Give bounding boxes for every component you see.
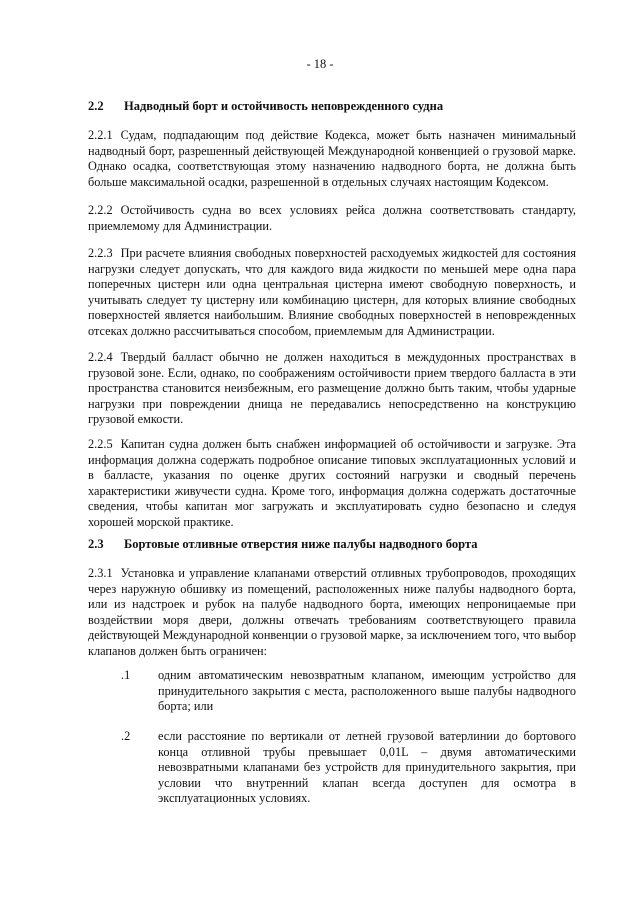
paragraph-text: Капитан судна должен быть снабжен информацией об остойчивости и загрузке. Эта информация должна содержать подробное описание типовых эксплуатационных условий и в балласте, указания по оценке других состояний нагрузки и сводный перечень характеристики живучести судна. Кроме того, информация должна содержать достаточные сведения, чтобы капитан мог загружать и эксплуатировать судно безопасно и следуя хорошей морской практике. xyxy=(88,437,576,529)
paragraph-number: 2.2.5 xyxy=(88,437,113,451)
page-number: - 18 - xyxy=(306,57,334,71)
paragraph-2-2-5 xyxy=(88,437,576,531)
paragraph-text: Остойчивость судна во всех условиях рейса должна соответствовать стандарту, приемлемому для Администрации. xyxy=(88,203,576,233)
list-item-text: если расстояние по вертикали от летней грузовой ватерлинии до бортового конца отливной трубы превышает 0,01L – двумя автоматическими невозвратными клапанами без устройств для принудительного закрытия, при условии что внутренний клапан всегда доступен для осмотра в эксплуатационных условиях. xyxy=(158,729,576,806)
paragraph-text: Судам, подпадающим под действие Кодекса, может быть назначен минимальный надводный борт, разрешенный действующей Международной конвенцией о грузовой марке. Однако осадка, соответствующая этому назначению надводного борта, не должна быть больше максимальной осадки, разрешенной в отдельных случаях настоящим Кодексом. xyxy=(88,128,576,189)
list-item-number: .2 xyxy=(121,729,131,743)
paragraph-text: При расчете влияния свободных поверхностей расходуемых жидкостей для состояния нагрузки следует допускать, что для каждого вида жидкости по меньшей мере одна пара поперечных цистерн или одна центральная цистерна имеют свободную поверхность, и учитывать следует ту цистерну или комбинацию цистерн, для которых влияние свободных поверхностей является наибольшим. Влияние свободных поверхностей в неповрежденных отсеках должно рассчитываться способом, приемлемым для Администрации. xyxy=(88,246,576,338)
paragraph-text: Установка и управление клапанами отверстий отливных трубопроводов, проходящих через наружную обшивку из помещений, расположенных ниже палубы надводного борта, или из надстроек и рубок на палубе надводного борта, имеющих непроницаемые при воздействии моря двери, должны отвечать требованиям соответствующего правила действующей Международной конвенции о грузовой марке, за исключением того, что выбор клапанов должен быть ограничен: xyxy=(88,566,576,658)
list-item-text: одним автоматическим невозвратным клапаном, имеющим устройство для принудительного закрытия с места, расположенного выше палубы надводного борта; или xyxy=(158,668,576,714)
paragraph-2-2-3 xyxy=(88,246,576,340)
section-heading-2-2 xyxy=(88,99,588,114)
paragraph-2-3-1 xyxy=(88,566,576,660)
paragraph-number: 2.2.1 xyxy=(88,128,113,142)
paragraph-number: 2.2.2 xyxy=(88,203,113,217)
paragraph-number: 2.2.3 xyxy=(88,246,113,260)
paragraph-2-2-2 xyxy=(88,203,576,234)
section-title: Надводный борт и остойчивость неповрежденного судна xyxy=(124,99,444,113)
paragraph-number: 2.2.4 xyxy=(88,350,113,364)
paragraph-2-2-4 xyxy=(88,350,576,428)
list-item-number: .1 xyxy=(121,668,131,682)
paragraph-2-2-1 xyxy=(88,128,576,190)
section-title: Бортовые отливные отверстия ниже палубы надводного борта xyxy=(124,537,478,551)
section-number: 2.3 xyxy=(88,537,104,551)
section-number: 2.2 xyxy=(88,99,104,113)
paragraph-number: 2.3.1 xyxy=(88,566,113,580)
section-heading-2-3 xyxy=(88,537,588,552)
paragraph-text: Твердый балласт обычно не должен находиться в междудонных пространствах в грузовой зоне. Если, однако, по соображениям остойчивости прием твердого балласта в эти пространства становится неизбежным, его размещение должно быть таким, чтобы ударные нагрузки при повреждении днища не передавались непосредственно на конструкцию грузовой емкости. xyxy=(88,350,576,427)
